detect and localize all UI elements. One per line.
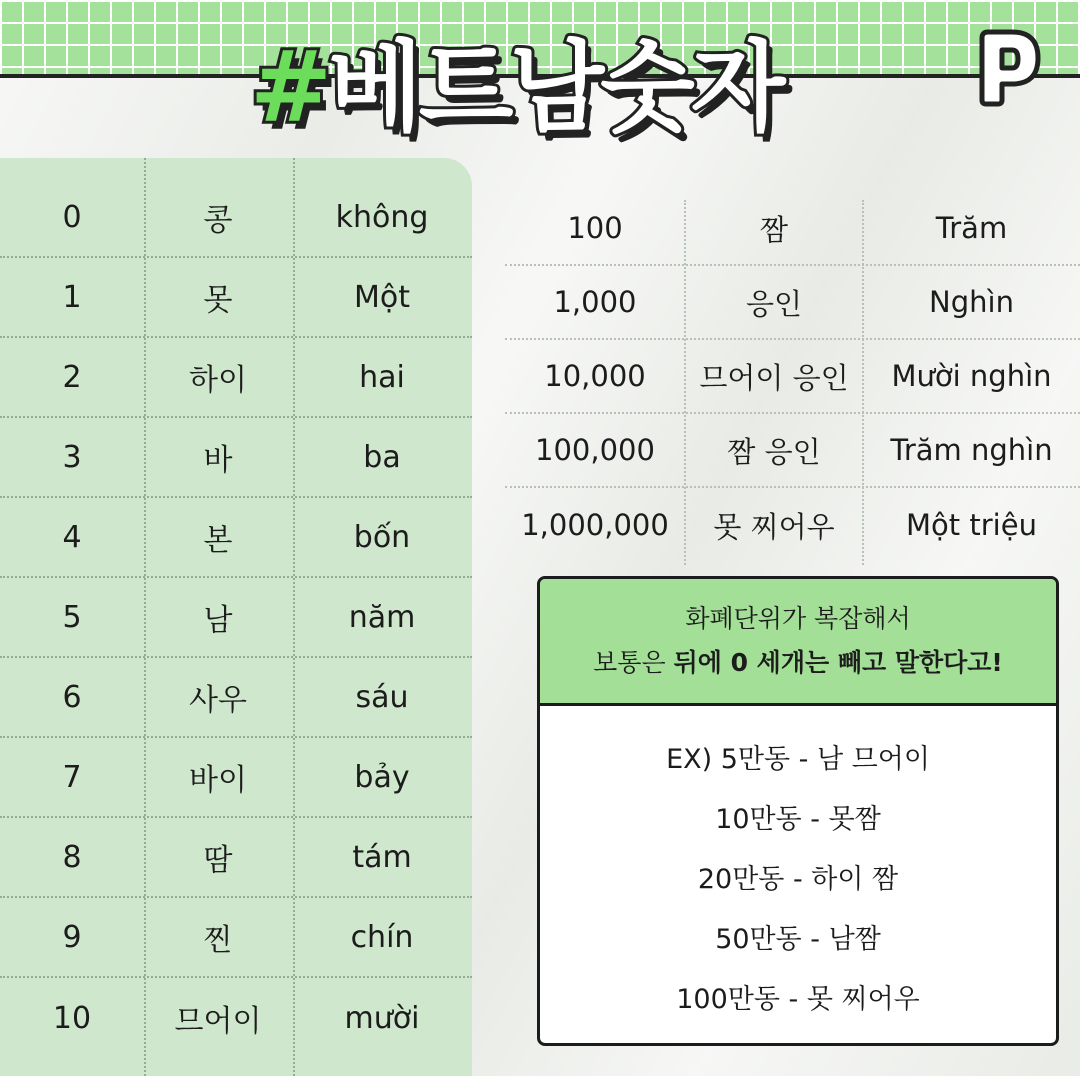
table-row [505, 340, 1080, 414]
table-row [505, 192, 1080, 266]
vietnamese-cell: Một triệu [906, 508, 1037, 542]
vietnamese-cell: Mười nghìn [891, 359, 1052, 393]
digit-cell: 1 [62, 279, 82, 315]
vietnamese-cell: Trăm [935, 211, 1008, 245]
korean-cell: 콩 [203, 203, 233, 238]
number-cell: 1,000 [553, 285, 637, 319]
example-item: EX) 5만동 - 남 므어이 [666, 744, 930, 775]
table-row [505, 414, 1080, 488]
vietnamese-cell: ba [363, 439, 401, 475]
korean-cell: 므어이 [174, 1004, 262, 1039]
vietnamese-cell: bảy [354, 759, 410, 795]
currency-note-box [537, 576, 1059, 1046]
note-header [540, 579, 1056, 706]
table-row [0, 338, 472, 418]
digit-cell: 2 [62, 359, 82, 395]
korean-cell: 남 [203, 603, 233, 638]
note-examples [540, 706, 1056, 1030]
vietnamese-cell: bốn [353, 519, 411, 555]
example-item: 10만동 - 못짬 [715, 804, 881, 835]
p-logo-icon [972, 24, 1052, 108]
note-line-2-bold: 뒤에 0 세개는 빼고 말한다고! [673, 648, 1003, 677]
number-cell: 10,000 [544, 359, 646, 393]
digit-cell: 3 [62, 439, 82, 475]
number-cell: 100,000 [535, 433, 655, 467]
title-hash: # [250, 31, 329, 145]
vietnamese-cell: Một [353, 279, 410, 315]
digit-cell: 10 [52, 1000, 92, 1036]
korean-cell: 짬 응인 [727, 434, 821, 469]
number-cell: 1,000,000 [521, 508, 669, 542]
table-row [0, 578, 472, 658]
table-row [0, 658, 472, 738]
korean-cell: 므어이 응인 [699, 360, 849, 395]
digit-cell: 5 [62, 599, 82, 635]
digit-cell: 4 [62, 519, 82, 555]
vietnamese-cell: sáu [355, 679, 409, 715]
note-line-2-plain: 보통은 [593, 648, 674, 677]
korean-cell: 땀 [203, 843, 233, 878]
vietnamese-cell: mười [344, 1000, 420, 1036]
digit-cell: 9 [62, 919, 82, 955]
table-row [0, 498, 472, 578]
korean-cell: 짬 [759, 212, 788, 247]
table-row [505, 266, 1080, 340]
table-row [0, 418, 472, 498]
note-line-1: 화폐단위가 복잡해서 [685, 604, 911, 633]
korean-cell: 바이 [189, 763, 247, 798]
example-item: 20만동 - 하이 짬 [697, 864, 899, 895]
table-row [0, 738, 472, 818]
digit-cell: 0 [62, 199, 82, 235]
korean-cell: 하이 [189, 363, 247, 398]
vietnamese-cell: năm [348, 599, 416, 635]
vietnamese-cell: không [335, 199, 429, 235]
note-line-2 [593, 641, 1003, 685]
korean-cell: 사우 [189, 683, 247, 718]
korean-cell: 찐 [203, 923, 233, 958]
table-row [0, 898, 472, 978]
korean-cell: 바 [203, 443, 233, 478]
vietnamese-cell: tám [352, 839, 412, 875]
vietnamese-cell: hai [359, 359, 405, 395]
digit-cell: 8 [62, 839, 82, 875]
korean-cell: 본 [203, 523, 233, 558]
table-row [0, 818, 472, 898]
table-row [0, 258, 472, 338]
example-item: 50만동 - 남짬 [715, 924, 881, 955]
example-item: 100만동 - 못 찌어우 [676, 984, 920, 1015]
table-row [505, 488, 1080, 562]
korean-cell: 못 [203, 283, 233, 318]
digit-cell: 7 [62, 759, 82, 795]
table-row [0, 978, 472, 1058]
number-cell: 100 [567, 211, 623, 245]
korean-cell: 응인 [745, 286, 803, 321]
vietnamese-cell: Trăm nghìn [890, 433, 1053, 467]
korean-cell: 못 찌어우 [713, 509, 835, 544]
title-text: 베트남숫자 [328, 31, 782, 145]
digit-cell: 6 [62, 679, 82, 715]
table-row [0, 178, 472, 258]
page-title [250, 28, 781, 148]
vietnamese-cell: Nghìn [929, 285, 1014, 319]
vietnamese-cell: chín [350, 919, 414, 955]
